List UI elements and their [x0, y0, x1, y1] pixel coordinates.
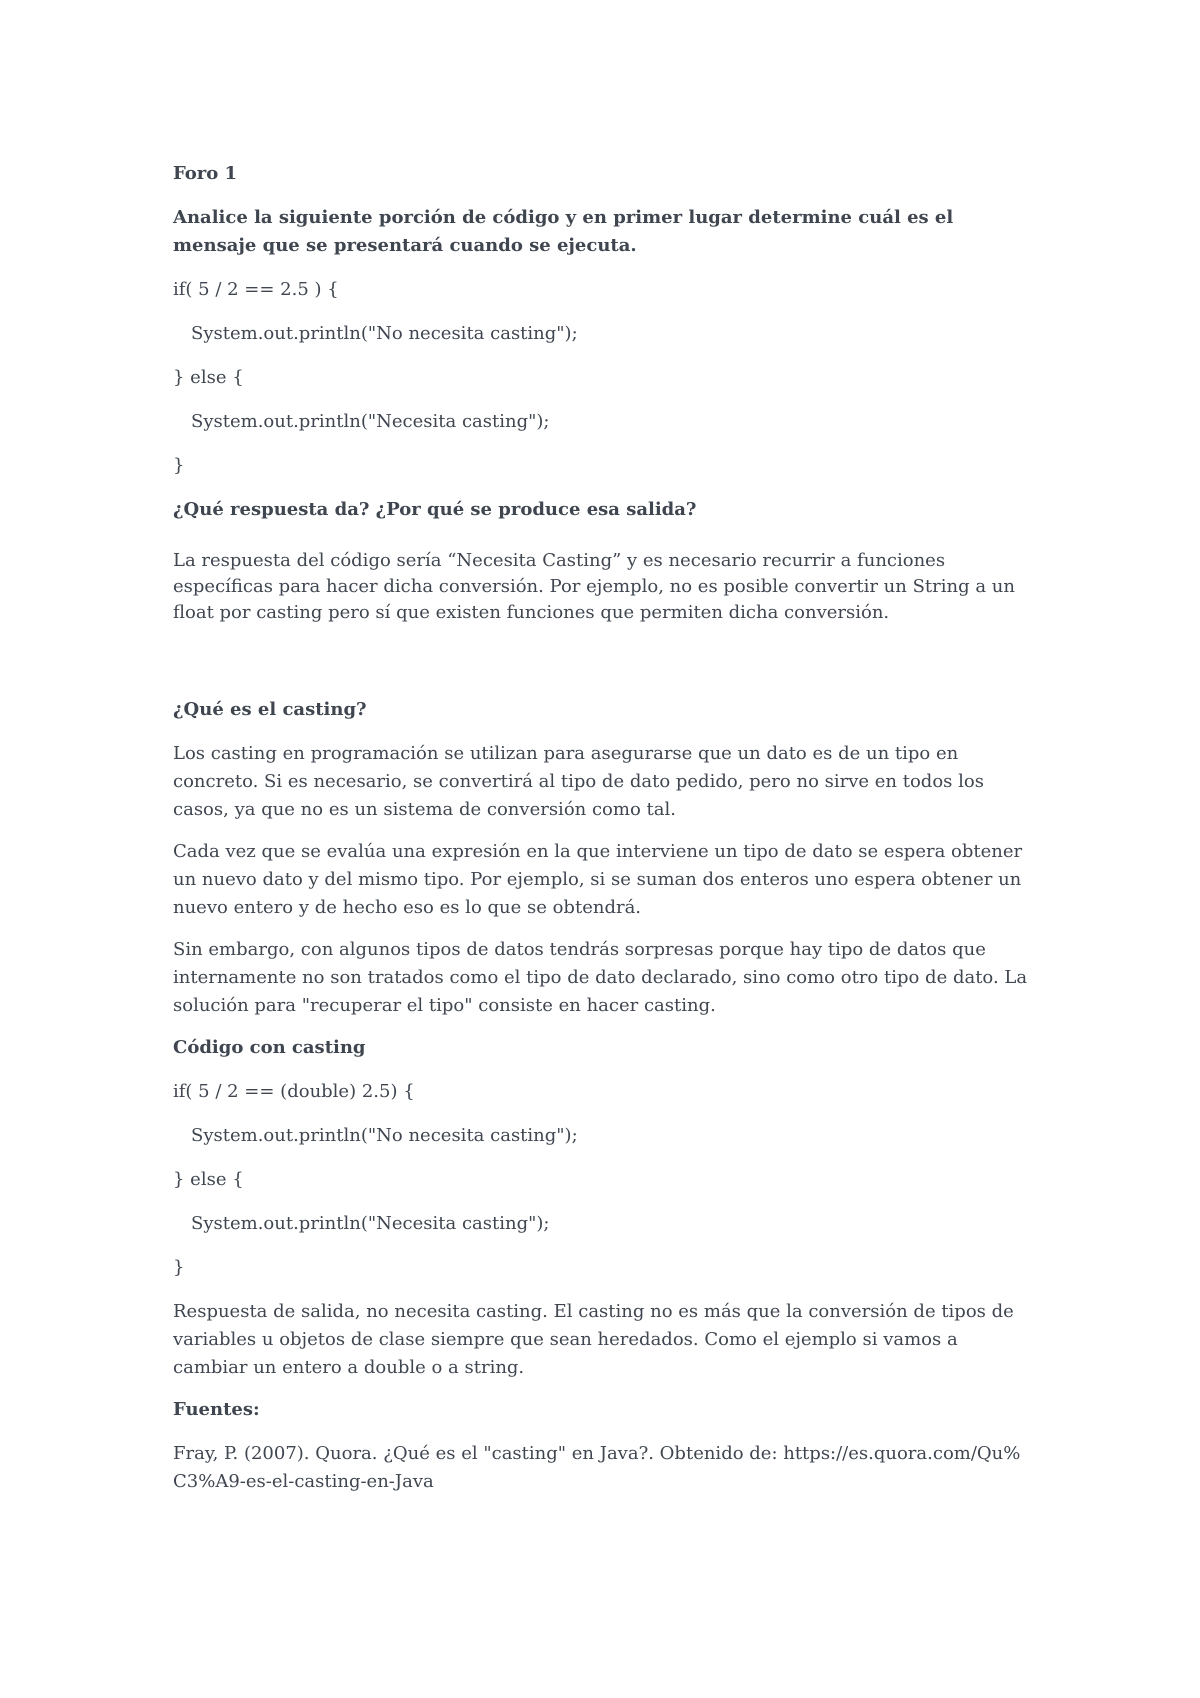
- code-block-original: [173, 276, 1033, 480]
- code-line: }: [173, 1257, 185, 1278]
- body-paragraph: Sin embargo, con algunos tipos de datos tendrás sorpresas porque hay tipo de datos que internamente no son tratados como el tipo de dato declarado, sino como otro tipo de dato. La solución para "recuperar el tipo" consiste en hacer casting.: [173, 939, 1028, 1016]
- code-line: }: [173, 455, 185, 476]
- code-line: System.out.println("No necesita casting");: [191, 1125, 578, 1146]
- code-line: System.out.println("Necesita casting");: [191, 411, 550, 432]
- reference-citation: Fray, P. (2007). Quora. ¿Qué es el "casting" en Java?. Obtenido de: https://es.quora.com/Qu%C3%A9-es-el-casting-en-Java: [173, 1443, 1021, 1492]
- question-heading: ¿Qué respuesta da? ¿Por qué se produce esa salida?: [173, 499, 697, 520]
- response-paragraph: Respuesta de salida, no necesita casting. El casting no es más que la conversión de tipos de variables u objetos de clase siempre que sean heredados. Como el ejemplo si vamos a cambiar un entero a double o a string.: [173, 1301, 1014, 1378]
- document-page: [173, 160, 1033, 1496]
- body-paragraph: Los casting en programación se utilizan para asegurarse que un dato es de un tipo en concreto. Si es necesario, se convertirá al tipo de dato pedido, pero no sirve en todos los casos, ya que no es un sistema de conversión como tal.: [173, 743, 984, 820]
- answer-paragraph: La respuesta del código sería “Necesita Casting” y es necesario recurrir a funciones específicas para hacer dicha conversión. Por ejemplo, no es posible convertir un String a un float por casting pero sí que existen funciones que permiten dicha conversión.: [173, 550, 1015, 623]
- section-heading-casting: ¿Qué es el casting?: [173, 699, 367, 720]
- document-title: Foro 1: [173, 163, 238, 184]
- code-block-casting: [173, 1078, 1033, 1282]
- code-line: if( 5 / 2 == 2.5 ) {: [173, 279, 339, 300]
- code-line: } else {: [173, 367, 244, 388]
- sources-heading: Fuentes:: [173, 1399, 260, 1420]
- code-line: if( 5 / 2 == (double) 2.5) {: [173, 1081, 415, 1102]
- body-paragraph: Cada vez que se evalúa una expresión en la que interviene un tipo de dato se espera obtener un nuevo dato y del mismo tipo. Por ejemplo, si se suman dos enteros uno espera obtener un nuevo entero y de hecho eso es lo que se obtendrá.: [173, 841, 1023, 918]
- section-heading-code: Código con casting: [173, 1037, 366, 1058]
- code-line: System.out.println("No necesita casting");: [191, 323, 578, 344]
- code-line: System.out.println("Necesita casting");: [191, 1213, 550, 1234]
- instruction-text: Analice la siguiente porción de código y en primer lugar determine cuál es el mensaje que se presentará cuando se ejecuta.: [173, 207, 954, 256]
- code-line: } else {: [173, 1169, 244, 1190]
